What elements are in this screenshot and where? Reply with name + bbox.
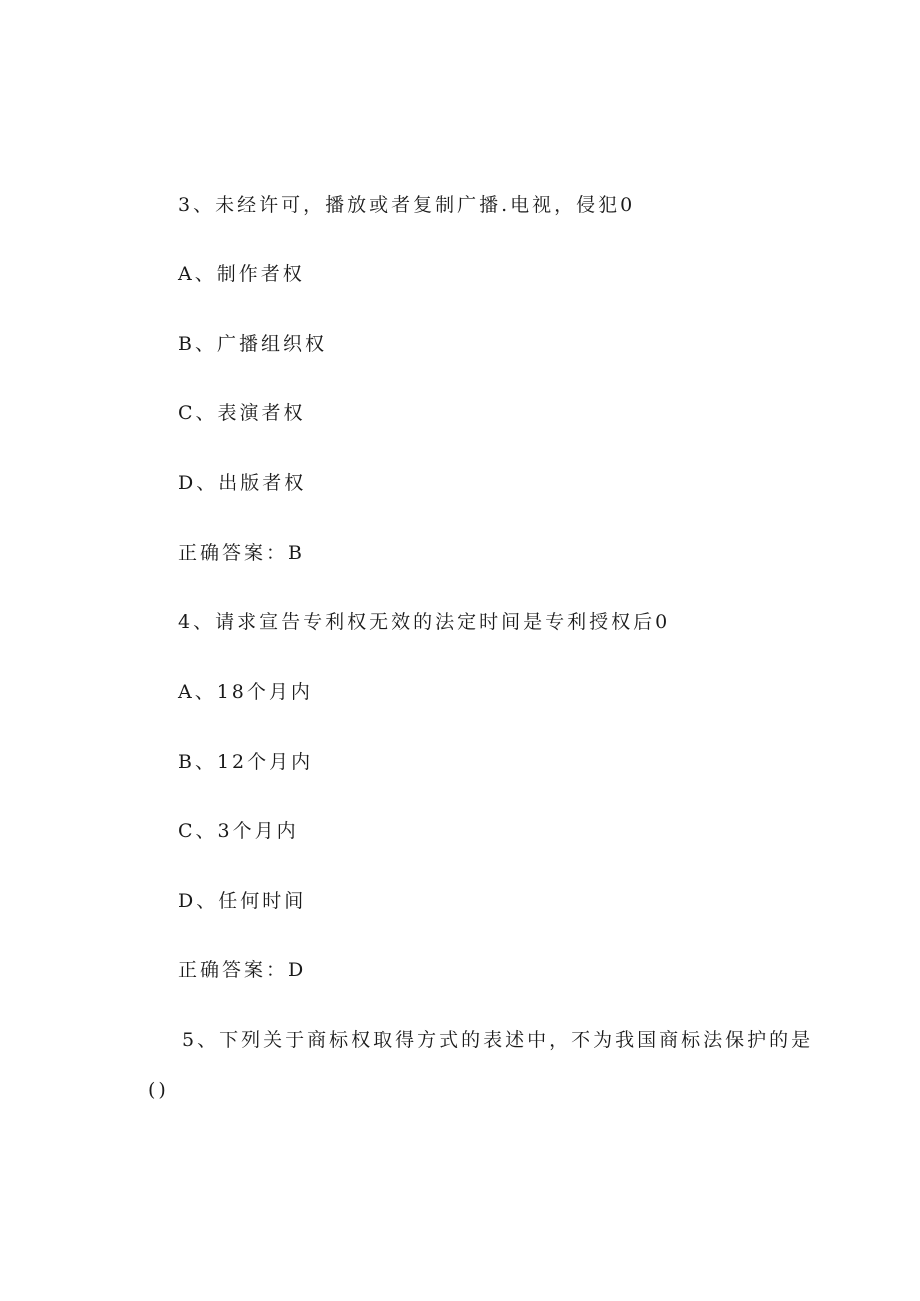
question-3-stem: 3、未经许可，播放或者复制广播.电视，侵犯0 xyxy=(178,194,636,216)
question-3-option-b: B、广播组织权 xyxy=(178,333,327,355)
question-4-option-b: B、12个月内 xyxy=(178,751,314,773)
question-3-option-c: C、表演者权 xyxy=(178,402,306,424)
question-5-stem: 5、下列关于商标权取得方式的表述中，不为我国商标法保护的是 xyxy=(182,1029,814,1051)
question-4-stem: 4、请求宣告专利权无效的法定时间是专利授权后0 xyxy=(178,611,671,633)
question-4-option-d: D、任何时间 xyxy=(178,890,307,912)
question-4-option-c: C、3个月内 xyxy=(178,820,299,842)
question-5-stem-continuation: () xyxy=(148,1079,169,1101)
question-4-option-a: A、18个月内 xyxy=(178,681,313,703)
question-3-answer: 正确答案：B xyxy=(178,542,305,564)
question-3-option-a: A、制作者权 xyxy=(178,263,305,285)
question-3-option-d: D、出版者权 xyxy=(178,472,307,494)
question-4-answer: 正确答案：D xyxy=(178,959,307,981)
